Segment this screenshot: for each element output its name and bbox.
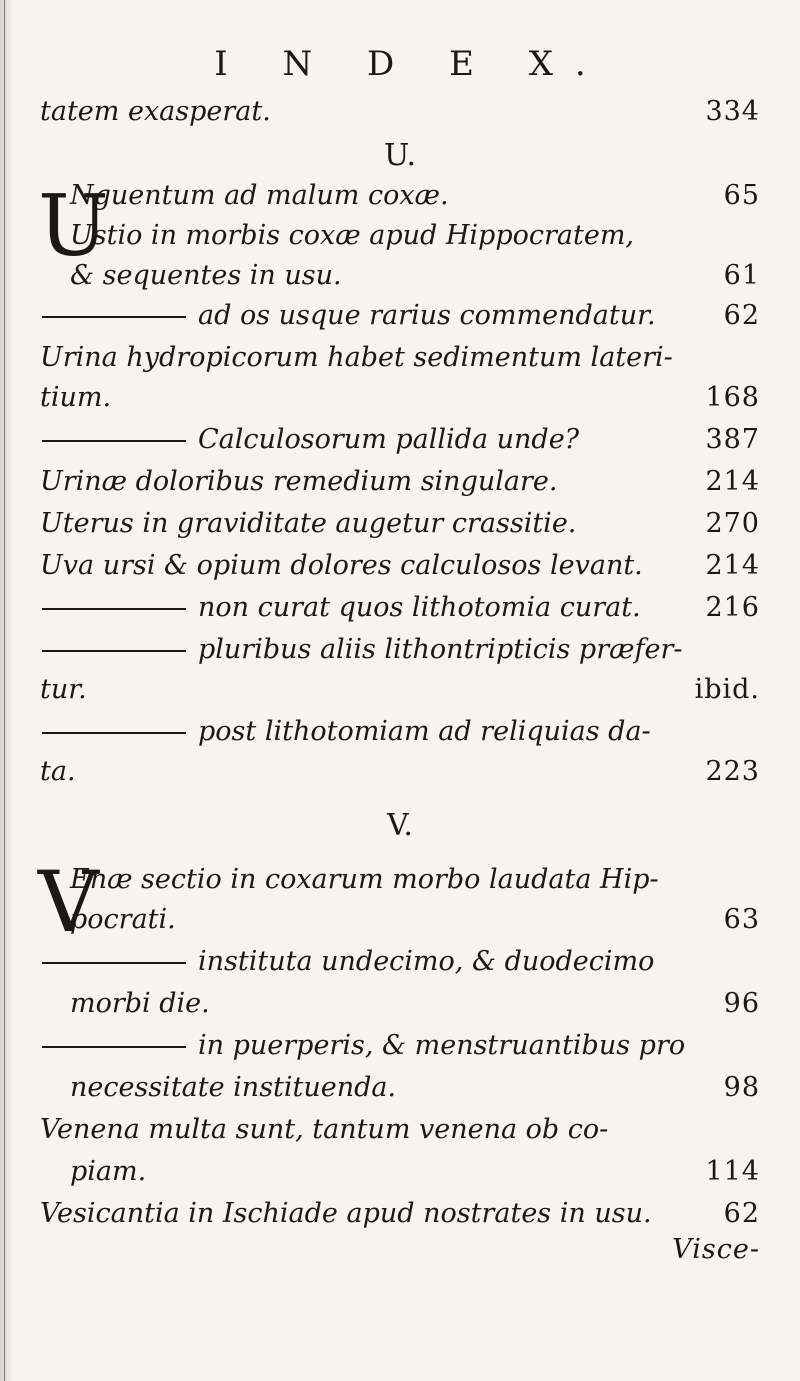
ditto-dash [42,316,186,318]
entry-text: Urinæ doloribus remedium singulare. [40,466,558,497]
entry-text: ta. [40,756,76,787]
entry-page: 214 [705,550,760,581]
ditto-dash [42,962,186,964]
entry-page: 98 [723,1072,760,1103]
ditto-dash [42,440,186,442]
index-entry [40,586,760,630]
entry-text: piam. [70,1156,147,1187]
index-entry [40,336,760,380]
entry-page: 223 [705,756,760,787]
index-entry [40,710,760,754]
entry-text: & sequentes in usu. [70,260,342,291]
entry-text: Calculosorum pallida unde? [198,424,580,455]
entry-text: Vesicantia in Ischiade apud nostrates in usu. [40,1198,652,1229]
entry-text: Enæ sectio in coxarum morbo laudata Hip- [70,864,659,895]
index-entry [40,940,760,984]
entry-text: pluribus aliis lithontripticis præfer- [198,634,683,665]
index-entry [40,1108,760,1152]
entry-text: morbi die. [70,988,210,1019]
ditto-dash [42,732,186,734]
section-heading-u: U. [383,138,417,173]
page-header: I N D E X. [214,44,608,84]
index-entry [40,502,760,546]
entry-text: Uterus in graviditate augetur crassitie. [40,508,577,539]
entry-page: 214 [705,466,760,497]
ditto-dash [42,1046,186,1048]
entry-text: tium. [40,382,112,413]
entry-page: 114 [705,1156,760,1187]
catchword: Visce- [672,1234,760,1265]
drop-cap-u: U [38,177,109,275]
index-entry [70,1066,760,1110]
index-entry [40,1024,760,1068]
index-entry [70,254,760,298]
index-entry [40,460,760,504]
index-entry [40,628,760,672]
catchword-line [40,1228,760,1272]
entry-page: 61 [723,260,760,291]
entry-text: necessitate instituenda. [70,1072,397,1103]
carry-over-page: 334 [705,96,760,127]
entry-text: instituta undecimo, & duodecimo [198,946,655,977]
entry-page: 96 [723,988,760,1019]
entry-text: in puerperis, & menstruantibus pro [198,1030,686,1061]
index-entry [70,174,760,218]
index-entry [70,898,760,942]
entry-text: Nguentum ad malum coxæ. [70,180,449,211]
section-heading-v: V. [387,808,413,843]
index-entry [40,668,760,712]
index-entry [40,376,760,420]
entry-text: Urina hydropicorum habet sedimentum lateri- [40,342,673,373]
carry-over-text: tatem exasperat. [40,96,271,127]
index-entry [70,214,760,258]
index-entry [40,544,760,588]
index-entry [40,294,760,338]
entry-text: tur. [40,674,87,705]
entry-page: 65 [723,180,760,211]
entry-text: ad os usque rarius commendatur. [198,300,656,331]
entry-page: 168 [705,382,760,413]
index-entry [70,858,760,902]
ditto-dash [42,608,186,610]
index-entry [40,418,760,462]
drop-cap-v: V [38,853,99,951]
entry-page: 62 [723,1198,760,1229]
entry-page: 216 [705,592,760,623]
entry-text: non curat quos lithotomia curat. [198,592,641,623]
entry-page: 270 [705,508,760,539]
entry-page: 63 [723,904,760,935]
index-entry [70,1150,760,1194]
index-entry [40,750,760,794]
entry-text: Ustio in morbis coxæ apud Hippocratem, [70,220,635,251]
entry-page: ibid. [694,674,760,705]
entry-page: 62 [723,300,760,331]
entry-text: Venena multa sunt, tantum venena ob co- [40,1114,609,1145]
entry-page: 387 [705,424,760,455]
index-entry [70,982,760,1026]
entry-text: post lithotomiam ad reliquias da- [198,716,651,747]
entry-text: pocrati. [70,904,176,935]
entry-text: Uva ursi & opium dolores calculosos levant. [40,550,643,581]
ditto-dash [42,650,186,652]
carry-over-line [40,90,760,134]
